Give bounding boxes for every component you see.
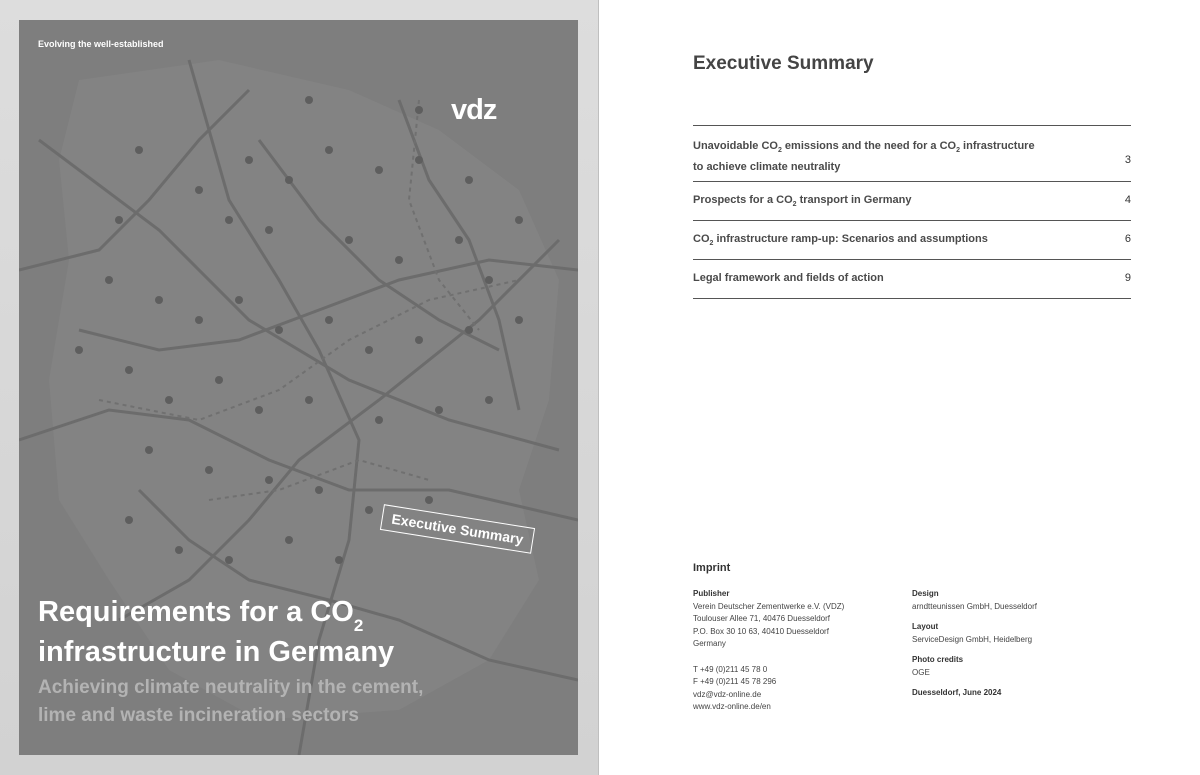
- table-of-contents: [693, 125, 1131, 299]
- toc-text: to achieve climate neutrality: [693, 161, 841, 174]
- imprint-publisher-column: [693, 588, 903, 714]
- publisher-label: Publisher: [693, 589, 730, 598]
- photo-credits-value: OGE: [912, 667, 930, 677]
- toc-item-title: [693, 194, 1073, 208]
- publisher-line: Verein Deutscher Zementwerke e.V. (VDZ): [693, 601, 845, 611]
- toc-item[interactable]: [693, 260, 1131, 299]
- imprint: [693, 562, 1133, 711]
- toc-item-title: [693, 138, 1073, 175]
- toc-text: infrastructure: [960, 140, 1035, 152]
- contact-fax: F +49 (0)211 45 78 296: [693, 677, 777, 686]
- toc-text: transport in Germany: [796, 194, 912, 206]
- cover-title-line2: infrastructure in Germany: [38, 636, 395, 668]
- photo-credits-label: Photo credits: [912, 655, 964, 664]
- toc-page-number: 4: [1124, 194, 1131, 206]
- layout-label: Layout: [912, 622, 939, 631]
- cover-tagline: Evolving the well-established: [38, 39, 164, 49]
- toc-text: Prospects for a CO: [693, 194, 793, 206]
- contact-phone: T +49 (0)211 45 78 0: [693, 664, 768, 674]
- toc-subscript: 2: [792, 201, 797, 209]
- cover-subtitle-line1: Achieving climate neutrality in the cement,: [38, 677, 424, 698]
- toc-heading: Executive Summary: [693, 53, 874, 74]
- toc-page-number: 6: [1124, 233, 1131, 245]
- toc-subscript: 2: [777, 147, 782, 155]
- toc-text: emissions and the need for a CO: [781, 140, 957, 152]
- design-value: arndtteunissen GmbH, Duesseldorf: [912, 601, 1037, 611]
- toc-text: Unavoidable CO: [693, 140, 778, 152]
- cover-title-line1: Requirements for a CO: [38, 596, 354, 628]
- publisher-line: P.O. Box 30 10 63, 40410 Duesseldorf: [693, 626, 829, 636]
- toc-item[interactable]: [693, 126, 1131, 182]
- contents-page: [600, 0, 1200, 775]
- toc-item[interactable]: [693, 221, 1131, 260]
- cover-subtitle: [38, 674, 558, 730]
- cover-subtitle-line2: lime and waste incineration sectors: [38, 705, 359, 726]
- cover-page-spread: [0, 0, 599, 775]
- imprint-credits-column: [912, 588, 1132, 700]
- publisher-line: Toulouser Allee 71, 40476 Duesseldorf: [693, 614, 830, 623]
- layout-value: ServiceDesign GmbH, Heidelberg: [912, 634, 1033, 644]
- toc-subscript: 2: [956, 147, 960, 155]
- toc-text: CO: [693, 233, 710, 245]
- cover-title: [38, 594, 558, 670]
- toc-page-number: 3: [1124, 154, 1131, 166]
- toc-item-title: [693, 233, 1073, 247]
- publisher-line: Germany: [693, 639, 726, 648]
- toc-text: infrastructure ramp-up: Scenarios and assumptions: [713, 233, 988, 245]
- design-label: Design: [912, 589, 939, 598]
- vdz-logo: vdz: [451, 94, 497, 126]
- imprint-heading: Imprint: [693, 562, 731, 574]
- publication-date: Duesseldorf, June 2024: [912, 688, 1002, 697]
- contact-website[interactable]: www.vdz-online.de/en: [693, 702, 771, 711]
- cover: [19, 20, 578, 755]
- cover-title-subscript: 2: [353, 616, 364, 635]
- toc-subscript: 2: [709, 240, 714, 248]
- cover-badge: Executive Summary: [380, 504, 535, 554]
- toc-item[interactable]: [693, 182, 1131, 221]
- contact-email[interactable]: vdz@vdz-online.de: [693, 689, 762, 699]
- toc-item-title: Legal framework and fields of action: [693, 272, 884, 284]
- toc-page-number: 9: [1124, 272, 1131, 284]
